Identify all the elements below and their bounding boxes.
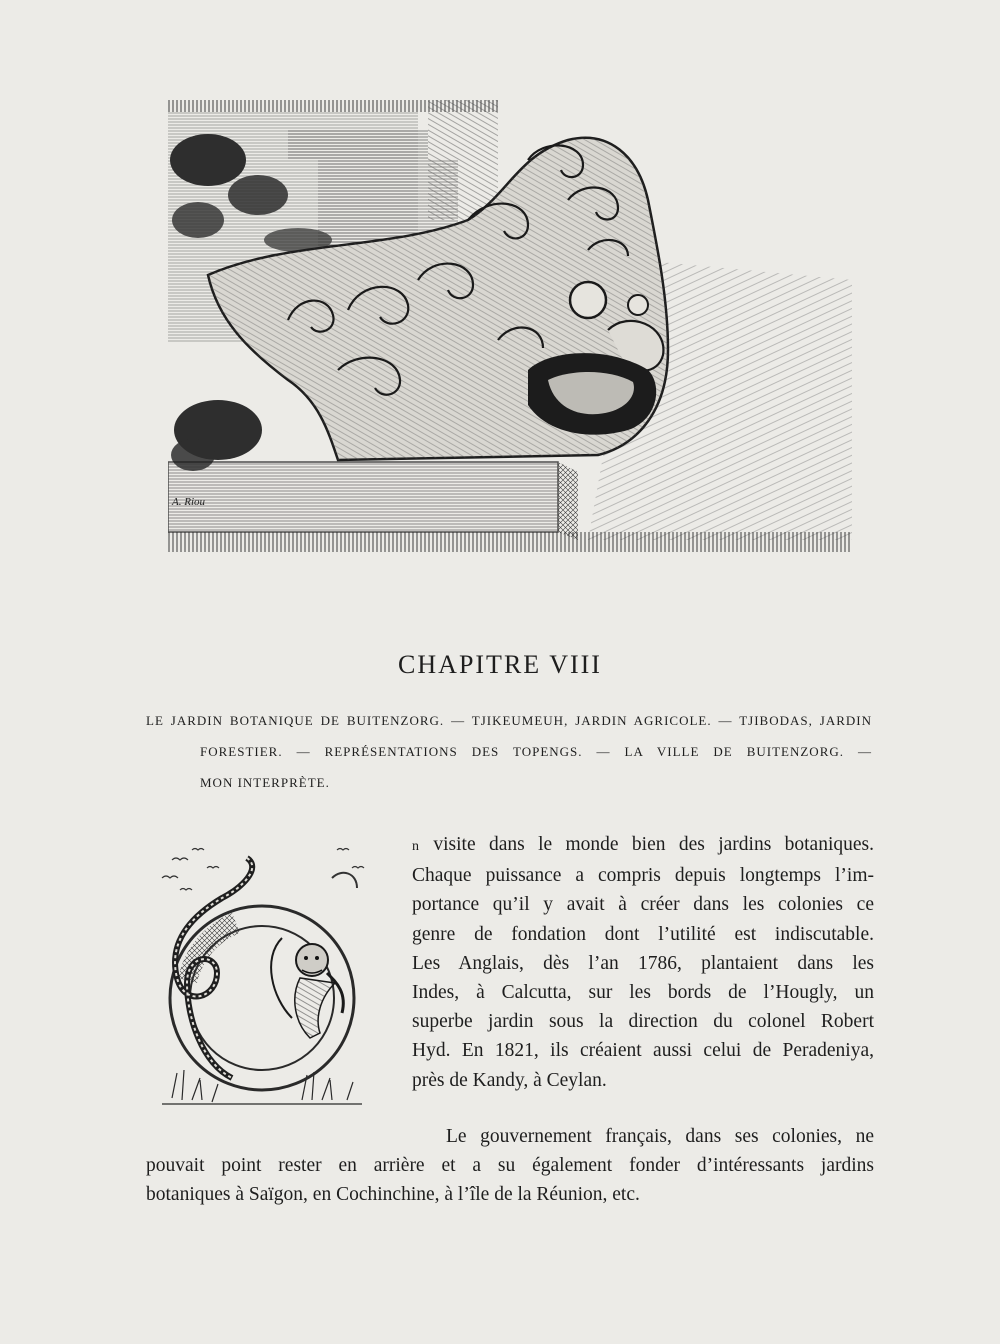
text-line: Indes, à Calcutta, sur les bords de l’Hougly, un <box>412 982 874 1004</box>
gargoyle-engraving <box>168 100 852 558</box>
text-line: Chaque puissance a compris depuis longtemps l’im- <box>412 865 874 887</box>
initial-continuation: n <box>412 839 420 854</box>
summary-line: LE JARDIN BOTANIQUE DE BUITENZORG. — TJIKEUMEUH, JARDIN AGRICOLE. — TJIBODAS, JARDIN <box>146 713 872 728</box>
engraving-signature: A. Riou <box>172 496 205 508</box>
text-line: Le gouvernement français, dans ses colonies, ne <box>446 1126 874 1147</box>
summary-line: FORESTIER. — REPRÉSENTATIONS DES TOPENGS. — LA VILLE DE BUITENZORG. — <box>200 744 872 759</box>
text-line: près de Kandy, à Ceylan. <box>412 1069 607 1091</box>
text-line: Les Anglais, dès l’an 1786, plantaient dans les <box>412 952 874 974</box>
chapter-summary <box>146 705 872 798</box>
text-line: pouvait point rester en arrière et a su également fonder d’intéressants jardins <box>146 1155 874 1177</box>
text-line: Hyd. En 1821, ils créaient aussi celui de Peradeniya, <box>412 1040 874 1062</box>
opening-paragraph <box>412 830 874 1095</box>
text-line: portance qu’il y avait à créer dans les colonies ce <box>412 894 874 916</box>
birds-icon <box>162 849 364 891</box>
text-line: visite dans le monde bien des jardins botaniques. <box>433 834 874 855</box>
text-line: genre de fondation dont l’utilité est indiscutable. <box>412 923 874 945</box>
decorated-initial-illustration <box>152 838 370 1118</box>
second-paragraph <box>146 1122 874 1210</box>
text-line: superbe jardin sous la direction du colonel Robert <box>412 1011 874 1033</box>
summary-line: MON INTERPRÈTE. <box>200 775 330 790</box>
chapter-title: CHAPITRE VIII <box>398 650 602 679</box>
text-line: botaniques à Saïgon, en Cochinchine, à l’île de la Réunion, etc. <box>146 1184 640 1206</box>
